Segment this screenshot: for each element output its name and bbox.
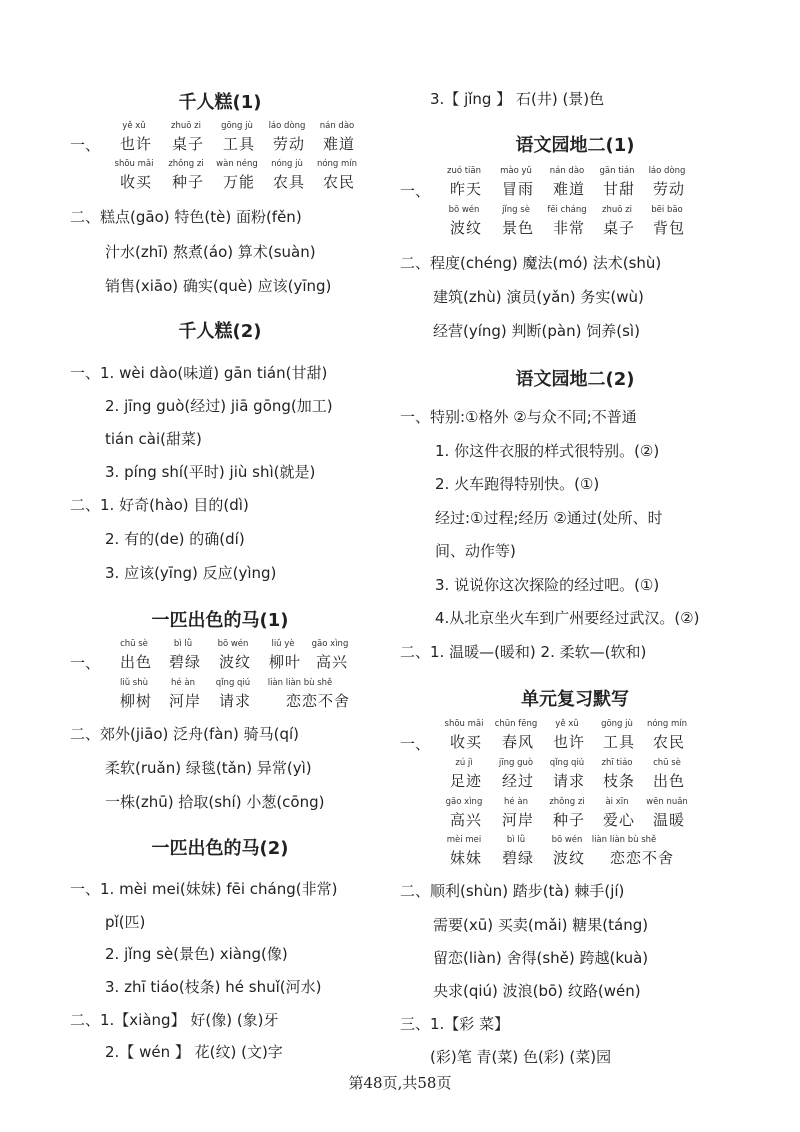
chinese-word: 温暖 (653, 811, 686, 829)
answer-line: 2.【 wén 】 花(纹) (文)字 (105, 1043, 283, 1061)
chinese-word: 难道 (323, 135, 356, 153)
answer-line: 2. 有的(de) 的确(dí) (105, 530, 245, 548)
chinese-word: 工具 (223, 135, 256, 153)
chinese-word: 景色 (502, 219, 535, 237)
pinyin-label: láo dòng (648, 166, 686, 176)
pinyin-label: zhǒng zi (549, 797, 585, 807)
answer-line: 二、1. 好奇(hào) 目的(dì) (70, 496, 249, 514)
pinyin-label: jīng guò (498, 758, 534, 768)
chinese-word: 甘甜 (603, 180, 636, 198)
answer-line: 二、1. 温暖—(暖和) 2. 柔软—(软和) (400, 643, 647, 661)
chinese-word: 桌子 (172, 135, 205, 153)
pinyin-label: nóng jù (271, 159, 303, 169)
pinyin-label: hé àn (504, 797, 528, 807)
chinese-word: 也许 (120, 135, 153, 153)
answer-line: (彩)笔 青(菜) 色(彩) (菜)园 (430, 1048, 612, 1066)
chinese-word: 种子 (172, 173, 205, 191)
answer-line: pǐ(匹) (105, 913, 146, 931)
pinyin-label: bō wén (551, 835, 583, 845)
pinyin-label: liàn liàn bù shě (267, 678, 333, 688)
chinese-word: 柳叶 (269, 653, 302, 671)
pinyin-label: fēi cháng (547, 205, 587, 215)
chinese-word: 也许 (553, 733, 586, 751)
chinese-word: 柳树 (120, 692, 153, 710)
pinyin-label: nóng mín (316, 159, 358, 169)
pinyin-label: chū sè (653, 758, 681, 768)
chinese-word: 农具 (273, 173, 306, 191)
chinese-word: 万能 (223, 173, 256, 191)
chinese-word: 爱心 (603, 811, 636, 829)
chinese-word: 请求 (219, 692, 252, 710)
answer-line: 4.从北京坐火车到广州要经过武汉。(②) (435, 609, 700, 627)
answer-line: tián cài(甜菜) (105, 430, 202, 448)
answer-line: 二、顺利(shùn) 踏步(tà) 棘手(jí) (400, 882, 625, 900)
pinyin-label: wàn néng (216, 159, 258, 169)
chinese-word: 恋恋不舍 (286, 692, 351, 710)
section-title: 一匹出色的马(2) (151, 838, 289, 859)
answer-line: 经过:①过程;经历 ②通过(处所、时 (435, 509, 663, 527)
pinyin-label: bì lǜ (173, 639, 193, 649)
pinyin-label: shōu mǎi (444, 719, 484, 729)
pinyin-label: bì lǜ (506, 835, 526, 845)
section-title: 语文园地二(2) (515, 369, 635, 390)
chinese-word: 收买 (450, 733, 483, 751)
chinese-word: 波纹 (450, 219, 483, 237)
pinyin-label: zhuō zi (171, 121, 201, 131)
pinyin-label: jǐng sè (502, 205, 530, 215)
pinyin-label: zhī tiáo (601, 758, 633, 768)
chinese-word: 碧绿 (502, 849, 535, 867)
section-title: 一匹出色的马(1) (151, 610, 289, 631)
pinyin-label: bēi bāo (651, 205, 683, 215)
chinese-word: 工具 (603, 733, 636, 751)
chinese-word: 难道 (553, 180, 586, 198)
section-title: 语文园地二(1) (515, 135, 635, 156)
chinese-word: 桌子 (603, 219, 636, 237)
chinese-word: 足迹 (450, 772, 483, 790)
pinyin-label: liǔ yè (271, 639, 295, 649)
chinese-word: 冒雨 (502, 180, 535, 198)
answer-line: 央求(qiú) 波浪(bō) 纹路(wén) (433, 982, 641, 1000)
chinese-word: 劳动 (653, 180, 686, 198)
pinyin-label: gāo xìng (311, 639, 349, 649)
answer-line: 需要(xū) 买卖(mǎi) 糖果(táng) (433, 916, 649, 934)
answer-line: 销售(xiāo) 确实(què) 应该(yīng) (105, 277, 332, 295)
pinyin-label: gōng jù (221, 121, 253, 131)
answer-line: 二、程度(chéng) 魔法(mó) 法术(shù) (400, 254, 662, 272)
chinese-word: 高兴 (316, 653, 349, 671)
chinese-word: 恋恋不舍 (610, 849, 675, 867)
answer-line: 3. zhī tiáo(枝条) hé shuǐ(河水) (105, 978, 322, 996)
chinese-word: 出色 (120, 653, 153, 671)
page-footer: 第48页,共58页 (348, 1074, 452, 1092)
pinyin-label: zú jì (455, 758, 473, 768)
pinyin-label: bō wén (217, 639, 249, 649)
answer-line: 1. 你这件衣服的样式很特别。(②) (435, 442, 660, 460)
question-number: 一、 (70, 654, 101, 672)
section-title: 千人糕(2) (178, 321, 262, 342)
answer-line: 留恋(liàn) 舍得(shě) 跨越(kuà) (433, 949, 649, 967)
answer-line: 一、1. wèi dào(味道) gān tián(甘甜) (70, 364, 328, 382)
chinese-word: 收买 (120, 173, 153, 191)
pinyin-label: mèi mei (446, 835, 482, 845)
chinese-word: 劳动 (273, 135, 306, 153)
pinyin-label: hé àn (171, 678, 195, 688)
answer-line: 2. 火车跑得特别快。(①) (435, 475, 600, 493)
chinese-word: 种子 (553, 811, 586, 829)
chinese-word: 波纹 (219, 653, 252, 671)
question-number: 一、 (400, 182, 431, 200)
chinese-word: 农民 (323, 173, 356, 191)
chinese-word: 碧绿 (169, 653, 202, 671)
answer-line: 二、郊外(jiāo) 泛舟(fàn) 骑马(qí) (70, 725, 300, 743)
chinese-word: 枝条 (603, 772, 636, 790)
pinyin-label: yě xǔ (122, 121, 146, 131)
answer-line: 建筑(zhù) 演员(yǎn) 务实(wù) (433, 288, 644, 306)
answer-line: 一株(zhū) 拾取(shí) 小葱(cōng) (105, 793, 325, 811)
answer-line: 2. jǐng sè(景色) xiàng(像) (105, 945, 288, 963)
answer-line: 经营(yíng) 判断(pàn) 饲养(sì) (433, 322, 640, 340)
pinyin-label: liàn liàn bù shě (591, 835, 657, 845)
answer-line: 3. 说说你这次探险的经过吧。(①) (435, 576, 660, 594)
chinese-word: 昨天 (450, 180, 483, 198)
chinese-word: 非常 (553, 219, 586, 237)
pinyin-label: shōu mǎi (114, 159, 154, 169)
answer-line: 柔软(ruǎn) 绿毯(tǎn) 异常(yì) (105, 759, 312, 777)
pinyin-label: liǔ shù (119, 678, 149, 688)
pinyin-label: zuó tiān (446, 166, 482, 176)
answer-line: 二、1.【xiàng】 好(像) (象)牙 (70, 1011, 279, 1029)
chinese-word: 河岸 (169, 692, 202, 710)
pinyin-label: bō wén (448, 205, 480, 215)
answer-line: 一、1. mèi mei(妹妹) fēi cháng(非常) (70, 880, 338, 898)
chinese-word: 春风 (502, 733, 535, 751)
pinyin-label: nán dào (549, 166, 585, 176)
pinyin-label: chū sè (120, 639, 148, 649)
pinyin-label: nán dào (319, 121, 355, 131)
pinyin-label: nóng mín (646, 719, 688, 729)
pinyin-label: láo dòng (268, 121, 306, 131)
pinyin-label: gōng jù (601, 719, 633, 729)
answer-line: 3. píng shí(平时) jiù shì(就是) (105, 463, 316, 481)
answer-line: 一、特别:①格外 ②与众不同;不普通 (400, 408, 637, 426)
chinese-word: 出色 (653, 772, 686, 790)
question-number: 一、 (70, 136, 101, 154)
question-number: 一、 (400, 735, 431, 753)
pinyin-label: zhǒng zi (168, 159, 204, 169)
section-title: 单元复习默写 (521, 689, 629, 710)
pinyin-label: ài xīn (605, 797, 629, 807)
chinese-word: 经过 (502, 772, 535, 790)
pinyin-label: chūn fēng (494, 719, 538, 729)
chinese-word: 高兴 (450, 811, 483, 829)
pinyin-label: zhuō zi (602, 205, 632, 215)
pinyin-label: yě xǔ (555, 719, 579, 729)
answer-line: 二、糕点(gāo) 特色(tè) 面粉(fěn) (70, 208, 302, 226)
section-title: 千人糕(1) (178, 92, 262, 113)
chinese-word: 背包 (653, 219, 686, 237)
answer-line: 间、动作等) (435, 542, 516, 560)
answer-line: 三、1.【彩 菜】 (400, 1015, 510, 1033)
answer-line: 2. jīng guò(经过) jiā gōng(加工) (105, 397, 333, 415)
chinese-word: 请求 (553, 772, 586, 790)
answer-line: 3.【 jǐng 】 石(井) (景)色 (430, 90, 605, 108)
pinyin-label: gāo xìng (445, 797, 483, 807)
pinyin-label: qǐng qiú (549, 758, 585, 768)
chinese-word: 农民 (653, 733, 686, 751)
chinese-word: 妹妹 (450, 849, 483, 867)
chinese-word: 河岸 (502, 811, 535, 829)
pinyin-label: gān tián (599, 166, 635, 176)
chinese-word: 波纹 (553, 849, 586, 867)
pinyin-label: mào yǔ (500, 166, 532, 176)
pinyin-label: wēn nuǎn (646, 797, 688, 807)
pinyin-label: qǐng qiú (215, 678, 251, 688)
answer-line: 汁水(zhī) 熬煮(áo) 算术(suàn) (105, 243, 316, 261)
answer-line: 3. 应该(yīng) 反应(yìng) (105, 564, 277, 582)
